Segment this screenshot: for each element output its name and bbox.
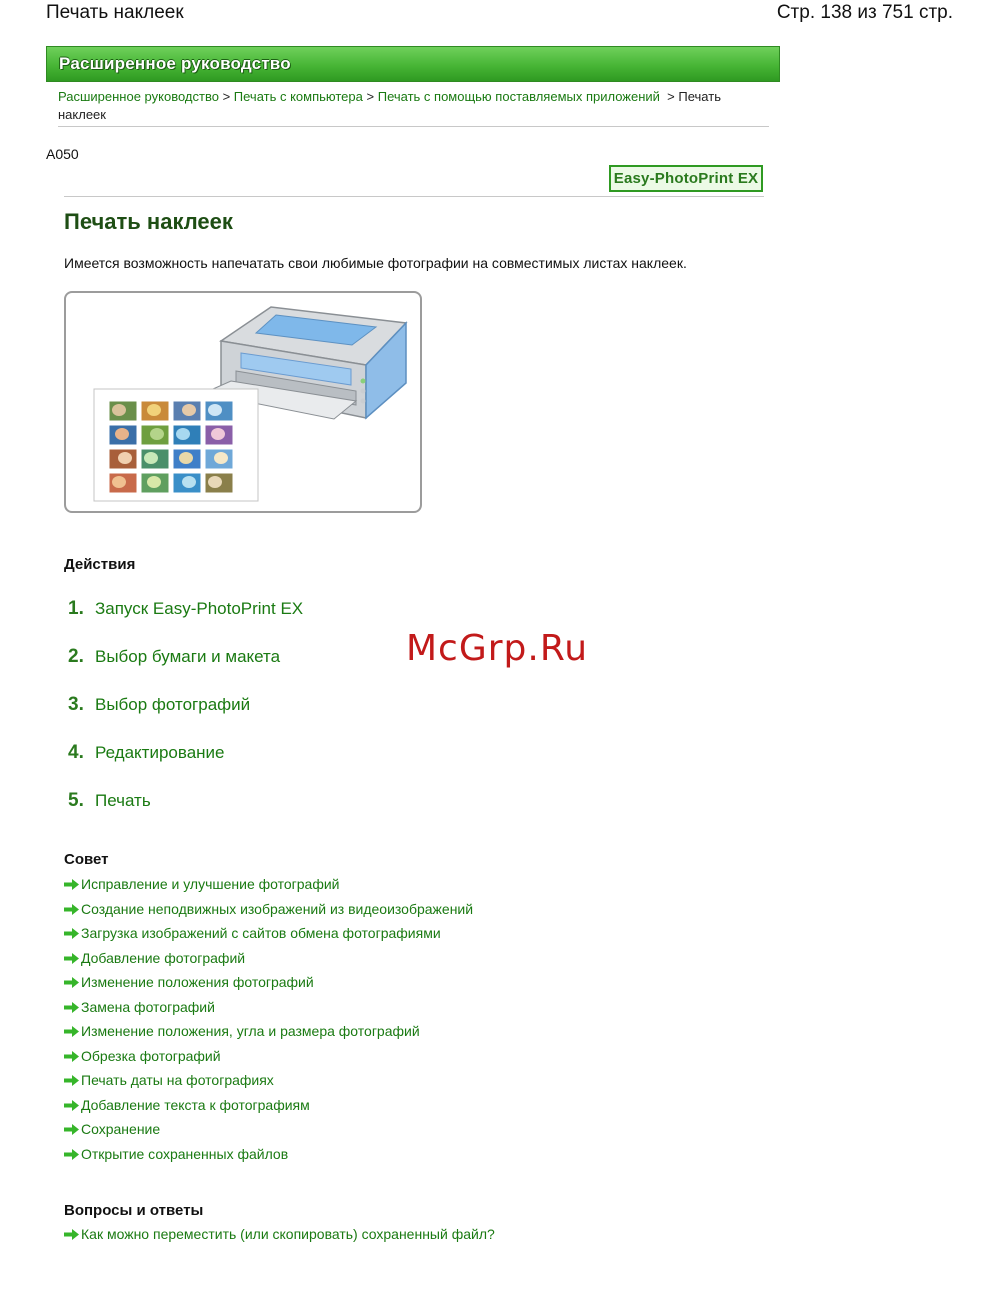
- step-item: [68, 598, 303, 620]
- breadcrumb-link-bundled-apps[interactable]: Печать с помощью поставляемых приложений: [377, 89, 660, 104]
- sticker-photo-subject: [176, 428, 190, 440]
- step-number: 1.: [68, 598, 84, 619]
- page-count: Стр. 138 из 751 стр.: [776, 2, 953, 23]
- step-item: [68, 694, 250, 716]
- green-right-arrow-icon: [64, 1026, 79, 1037]
- tip-link[interactable]: Изменение положения, угла и размера фотографий: [81, 1023, 420, 1039]
- tip-link[interactable]: Добавление фотографий: [81, 950, 246, 966]
- green-right-arrow-icon: [64, 1229, 79, 1240]
- tip-link-item[interactable]: [64, 901, 473, 917]
- app-badge: [609, 165, 763, 192]
- tip-link[interactable]: Изменение положения фотографий: [81, 974, 314, 990]
- qa-heading: Вопросы и ответы: [64, 1202, 204, 1219]
- banner-title: Расширенное руководство: [59, 54, 291, 73]
- tip-link[interactable]: Печать даты на фотографиях: [81, 1072, 274, 1088]
- breadcrumb-link-print-from-computer[interactable]: Печать с компьютера: [233, 89, 363, 104]
- breadcrumb-separator: >: [667, 89, 675, 104]
- tip-link-item[interactable]: [64, 1023, 420, 1039]
- tips-heading: Совет: [64, 851, 109, 868]
- watermark: McGrp.Ru: [406, 628, 589, 669]
- sticker-photo-subject: [147, 404, 161, 416]
- tip-link-item[interactable]: [64, 1048, 221, 1064]
- header-divider: [64, 196, 764, 197]
- step-link-edit[interactable]: Редактирование: [95, 743, 225, 762]
- sticker-photo-subject: [182, 476, 196, 488]
- sticker-photo-subject: [118, 452, 132, 464]
- page-heading: Печать наклеек: [64, 209, 233, 234]
- tip-link-item[interactable]: [64, 974, 314, 990]
- breadcrumb-current: Печать наклеек: [58, 89, 721, 122]
- step-number: 4.: [68, 742, 84, 763]
- tip-link[interactable]: Загрузка изображений с сайтов обмена фотографиями: [81, 925, 441, 941]
- breadcrumb-separator: >: [222, 89, 231, 104]
- sticker-photo-subject: [182, 404, 196, 416]
- tip-link[interactable]: Открытие сохраненных файлов: [81, 1146, 289, 1162]
- section-banner: [46, 46, 780, 82]
- tip-link-item[interactable]: [64, 950, 245, 966]
- green-right-arrow-icon: [64, 1002, 79, 1013]
- tip-link-item[interactable]: [64, 1097, 310, 1113]
- tip-link-item[interactable]: [64, 999, 215, 1015]
- green-right-arrow-icon: [64, 1100, 79, 1111]
- breadcrumb-separator: >: [366, 89, 375, 104]
- sticker-photo-subject: [144, 452, 158, 464]
- tip-link[interactable]: Замена фотографий: [81, 999, 215, 1015]
- step-link-print[interactable]: Печать: [95, 791, 151, 810]
- step-item: [68, 742, 225, 764]
- sticker-photo-subject: [208, 404, 222, 416]
- breadcrumb-link-advanced-guide[interactable]: Расширенное руководство: [58, 89, 219, 104]
- step-item: [68, 790, 151, 812]
- sticker-photo-subject: [147, 476, 161, 488]
- tip-link-item[interactable]: [64, 1072, 274, 1088]
- step-link-select-photos[interactable]: Выбор фотографий: [95, 695, 251, 714]
- green-right-arrow-icon: [64, 879, 79, 890]
- sticker-photo-subject: [208, 476, 222, 488]
- green-right-arrow-icon: [64, 928, 79, 939]
- step-item: [68, 646, 280, 668]
- tip-link[interactable]: Исправление и улучшение фотографий: [81, 876, 340, 892]
- sticker-photo-subject: [150, 428, 164, 440]
- tip-link[interactable]: Добавление текста к фотографиям: [81, 1097, 310, 1113]
- step-number: 5.: [68, 790, 84, 811]
- intro-text: Имеется возможность напечатать свои любимые фотографии на совместимых листах наклеек.: [64, 255, 687, 271]
- green-right-arrow-icon: [64, 1124, 79, 1135]
- green-right-arrow-icon: [64, 904, 79, 915]
- sticker-photo-subject: [179, 452, 193, 464]
- tip-link[interactable]: Обрезка фотографий: [81, 1048, 221, 1064]
- sticker-photo-subject: [112, 476, 126, 488]
- qa-link[interactable]: Как можно переместить (или скопировать) сохраненный файл?: [81, 1226, 495, 1242]
- step-link-launch[interactable]: Запуск Easy-PhotoPrint EX: [95, 599, 304, 618]
- step-number: 2.: [68, 646, 84, 667]
- actions-heading: Действия: [64, 556, 136, 573]
- sticker-photo-subject: [211, 428, 225, 440]
- green-right-arrow-icon: [64, 1051, 79, 1062]
- tip-link-item[interactable]: [64, 876, 340, 892]
- step-link-paper-layout[interactable]: Выбор бумаги и макета: [95, 647, 281, 666]
- document-title: Печать наклеек: [46, 2, 184, 23]
- tip-link[interactable]: Сохранение: [81, 1121, 161, 1137]
- green-right-arrow-icon: [64, 1149, 79, 1160]
- breadcrumb: [58, 88, 768, 124]
- document-id: A050: [46, 146, 79, 162]
- sticker-photo-subject: [112, 404, 126, 416]
- green-right-arrow-icon: [64, 953, 79, 964]
- qa-link-item[interactable]: [64, 1226, 495, 1242]
- app-badge-label: Easy-PhotoPrint EX: [613, 170, 759, 187]
- green-right-arrow-icon: [64, 1075, 79, 1086]
- tip-link-item[interactable]: [64, 925, 441, 941]
- tip-link-item[interactable]: [64, 1146, 288, 1162]
- green-right-arrow-icon: [64, 977, 79, 988]
- step-number: 3.: [68, 694, 84, 715]
- sticker-printing-illustration: [64, 291, 422, 513]
- sticker-photo-subject: [214, 452, 228, 464]
- sticker-photo-subject: [115, 428, 129, 440]
- tip-link-item[interactable]: [64, 1121, 160, 1137]
- breadcrumb-divider: [58, 126, 769, 127]
- printer-with-sticker-sheet-image: [66, 293, 420, 511]
- tip-link[interactable]: Создание неподвижных изображений из видеоизображений: [81, 901, 474, 917]
